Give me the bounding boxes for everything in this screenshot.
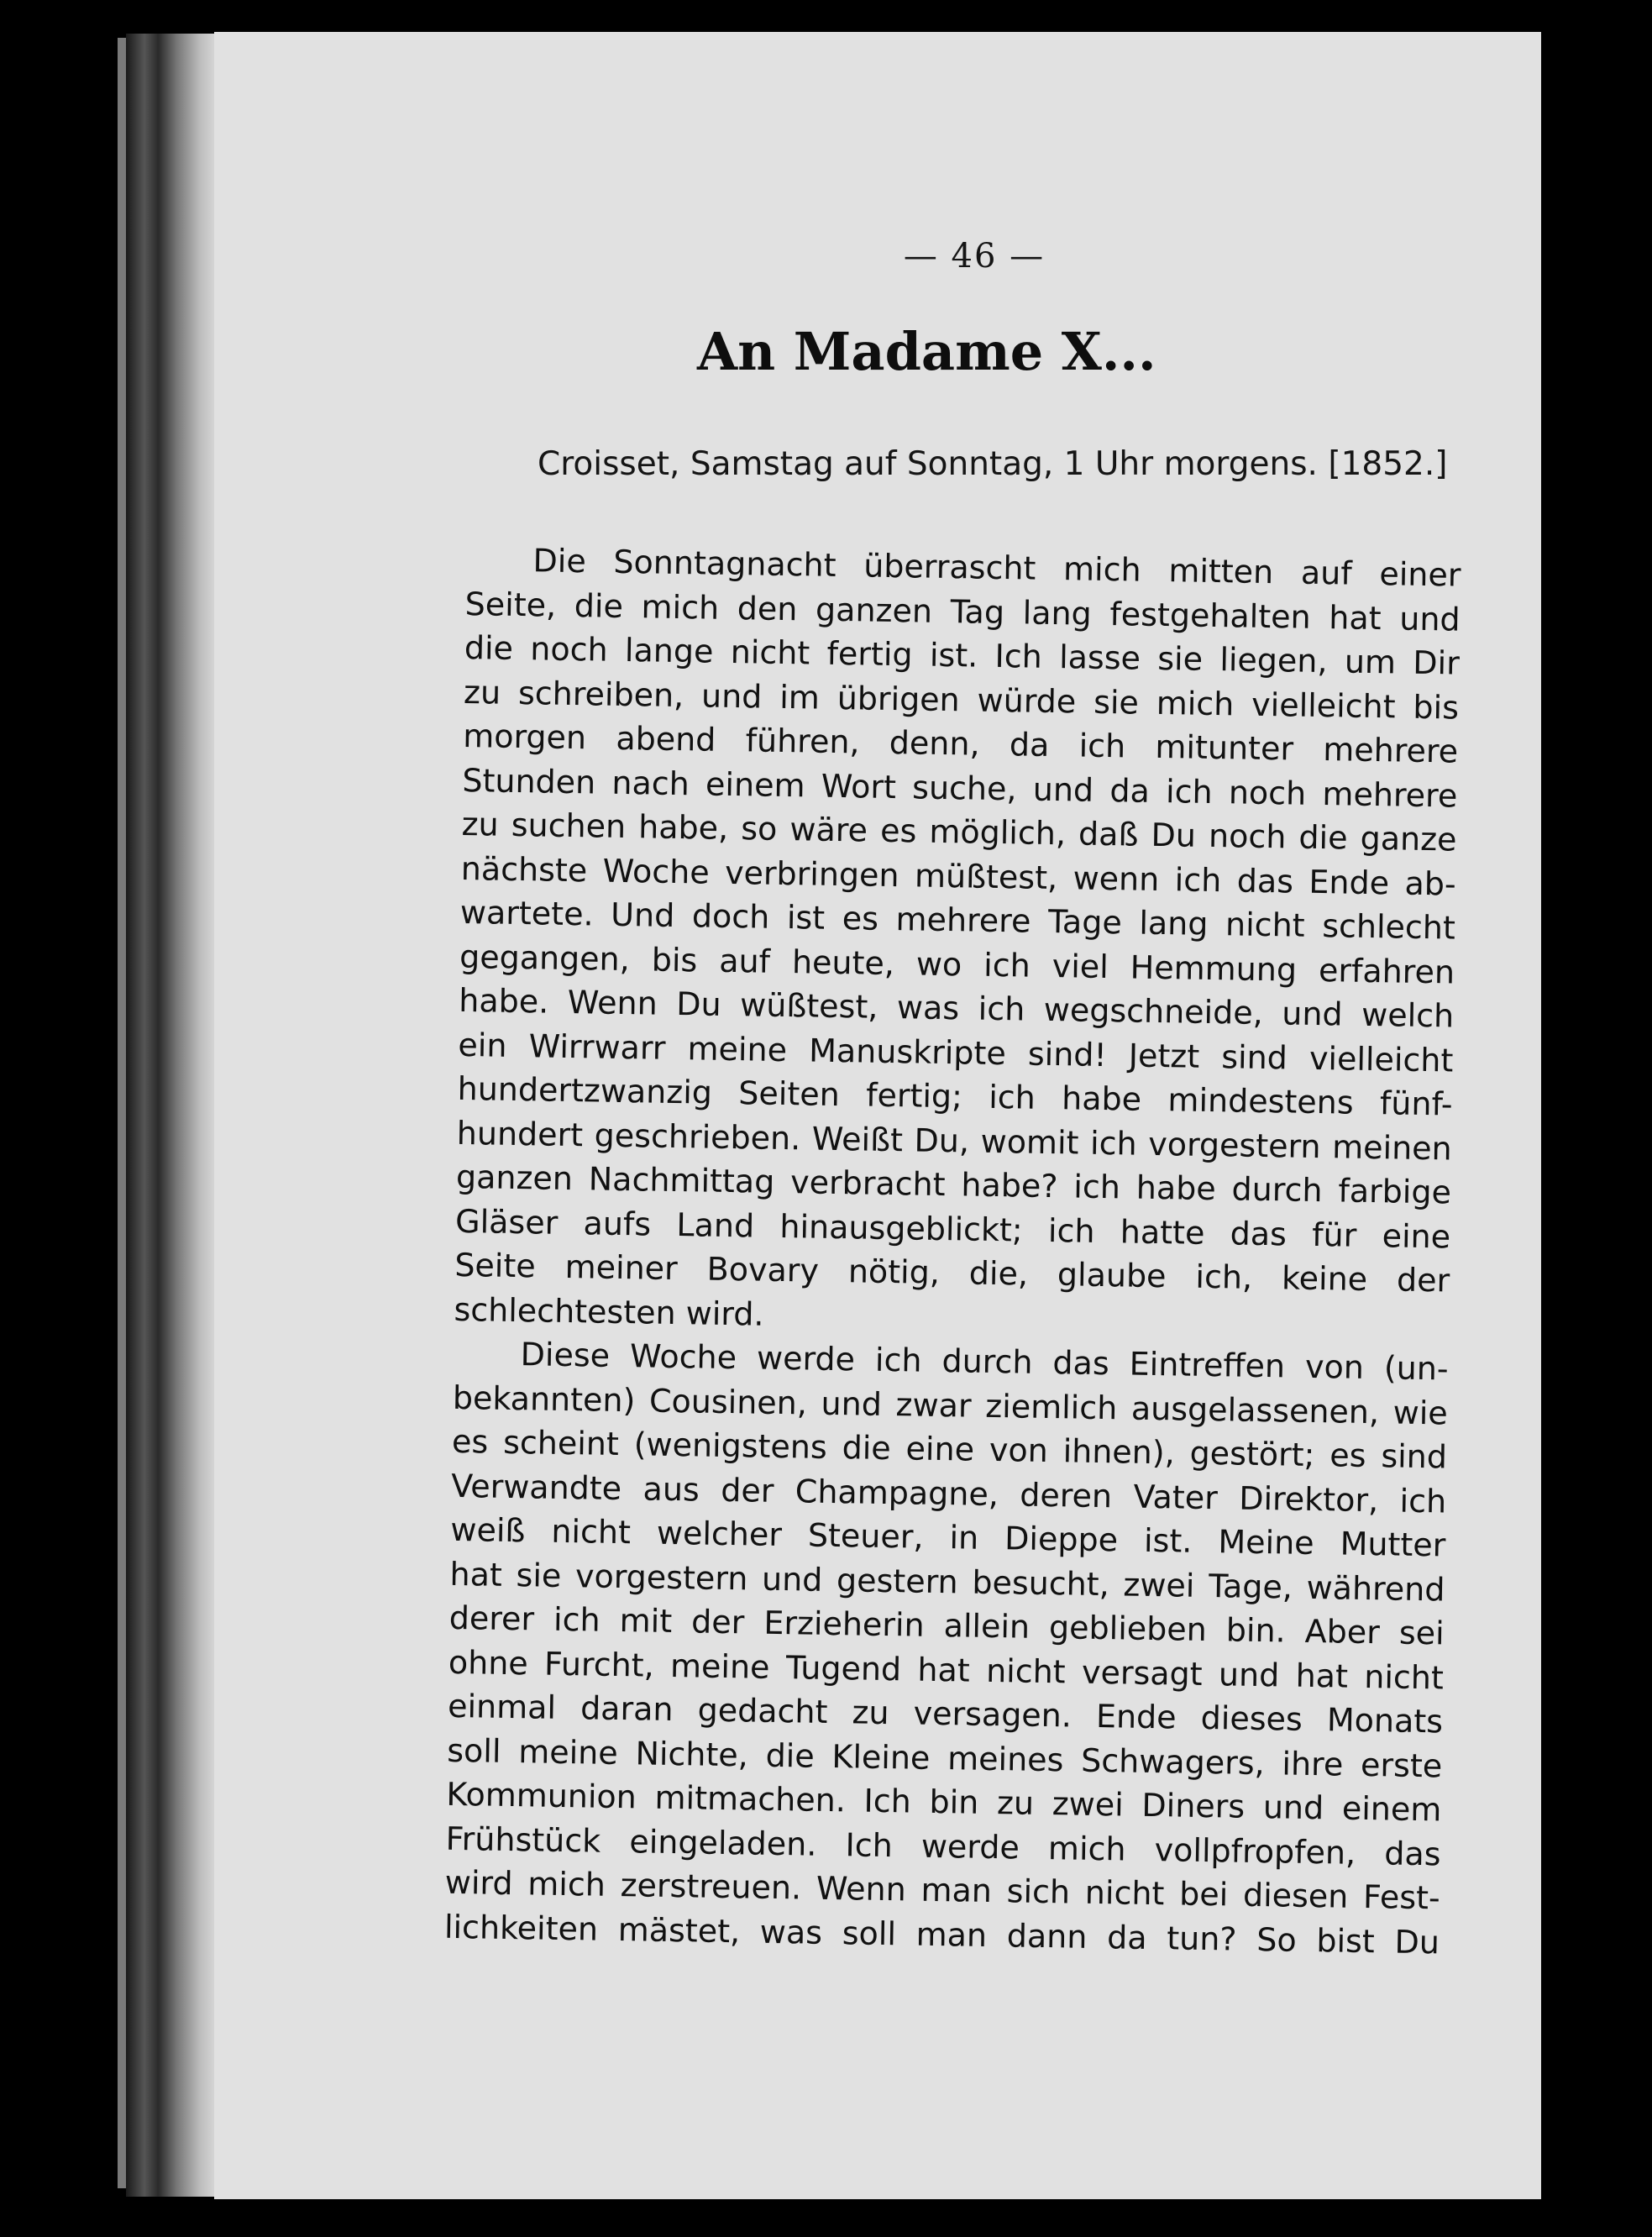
text-line: ohne Furcht, meine Tugend hat nicht versagt und hat nicht <box>448 1643 1445 1696</box>
text-line: Die Sonntagnacht überrascht mich mitten auf einer <box>532 542 1461 594</box>
letter-title: An Madame X... <box>697 321 1156 382</box>
text-line: nächste Woche verbringen müßtest, wenn ich das Ende ab- <box>460 849 1457 903</box>
text-line: ein Wirrwarr meine Manuskripte sind! Jetzt sind vielleicht <box>458 1026 1454 1079</box>
text-line: Seite, die mich den ganzen Tag lang festgehalten hat und <box>464 585 1461 638</box>
text-line: morgen abend führen, denn, da ich mitunter mehrere <box>462 717 1459 770</box>
text-line: gegangen, bis auf heute, wo ich viel Hemmung erfahren <box>459 937 1455 991</box>
letter-dateline: Croisset, Samstag auf Sonntag, 1 Uhr morgens. [1852.] <box>538 445 1448 483</box>
paragraph-2 <box>444 1331 1449 1965</box>
text-line: Kommunion mitmachen. Ich bin zu zwei Diners und einem <box>446 1775 1442 1829</box>
page-number: — 46 — <box>903 237 1046 276</box>
text-line: weiß nicht welcher Steuer, in Dieppe ist. Meine Mutter <box>450 1510 1446 1564</box>
text-line: ganzen Nachmittag verbracht habe? ich habe durch farbige <box>455 1158 1452 1211</box>
text-line: zu suchen habe, so wäre es möglich, daß Du noch die ganze <box>461 805 1457 859</box>
text-line: es scheint (wenigstens die eine von ihnen), gestört; es sind <box>451 1422 1448 1476</box>
text-line: hundertzwanzig Seiten fertig; ich habe mindestens fünf- <box>457 1069 1453 1123</box>
paragraph-1 <box>454 538 1461 1347</box>
page-gutter-edge <box>126 34 218 2197</box>
text-line: bekannten) Cousinen, und zwar ziemlich ausgelassenen, wie <box>452 1378 1449 1431</box>
letter-body <box>444 538 1461 1964</box>
text-line: wird mich zerstreuen. Wenn man sich nicht bei diesen Fest- <box>444 1863 1441 1917</box>
text-line: hat sie vorgestern und gestern besucht, zwei Tage, während <box>449 1555 1445 1608</box>
text-line: soll meine Nichte, die Kleine meines Schwagers, ihre erste <box>446 1731 1443 1784</box>
text-line: Seite meiner Bovary nötig, die, glaube ich, keine der <box>454 1246 1450 1300</box>
text-line: habe. Wenn Du wüßtest, was ich wegschneide, und welch <box>458 981 1455 1035</box>
text-line: die noch lange nicht fertig ist. Ich lasse sie liegen, um Dir <box>464 628 1461 682</box>
text-line: Diese Woche werde ich durch das Eintreffen von (un- <box>520 1336 1449 1388</box>
text-line: hundert geschrieben. Weißt Du, womit ich vorgestern meinen <box>456 1114 1453 1168</box>
text-line: einmal daran gedacht zu versagen. Ende dieses Monats <box>447 1687 1444 1741</box>
text-line: Frühstück eingeladen. Ich werde mich vollpfropfen, das <box>445 1820 1441 1872</box>
text-line: Stunden nach einem Wort suche, und da ich noch mehrere <box>462 761 1458 815</box>
text-line: Gläser aufs Land hinausgeblickt; ich hatte das für eine <box>454 1202 1451 1256</box>
text-line: zu schreiben, und im übrigen würde sie mich vielleicht bis <box>463 673 1460 727</box>
text-line: lichkeiten mästet, was soll man dann da tun? So bist Du <box>443 1908 1440 1961</box>
text-line: wartete. Und doch ist es mehrere Tage lang nicht schlecht <box>459 893 1456 947</box>
text-line: derer ich mit der Erzieherin allein geblieben bin. Aber sei <box>448 1599 1445 1652</box>
text-line: schlechtesten wird. <box>454 1290 764 1333</box>
text-line: Verwandte aus der Champagne, deren Vater Direktor, ich <box>450 1467 1447 1520</box>
